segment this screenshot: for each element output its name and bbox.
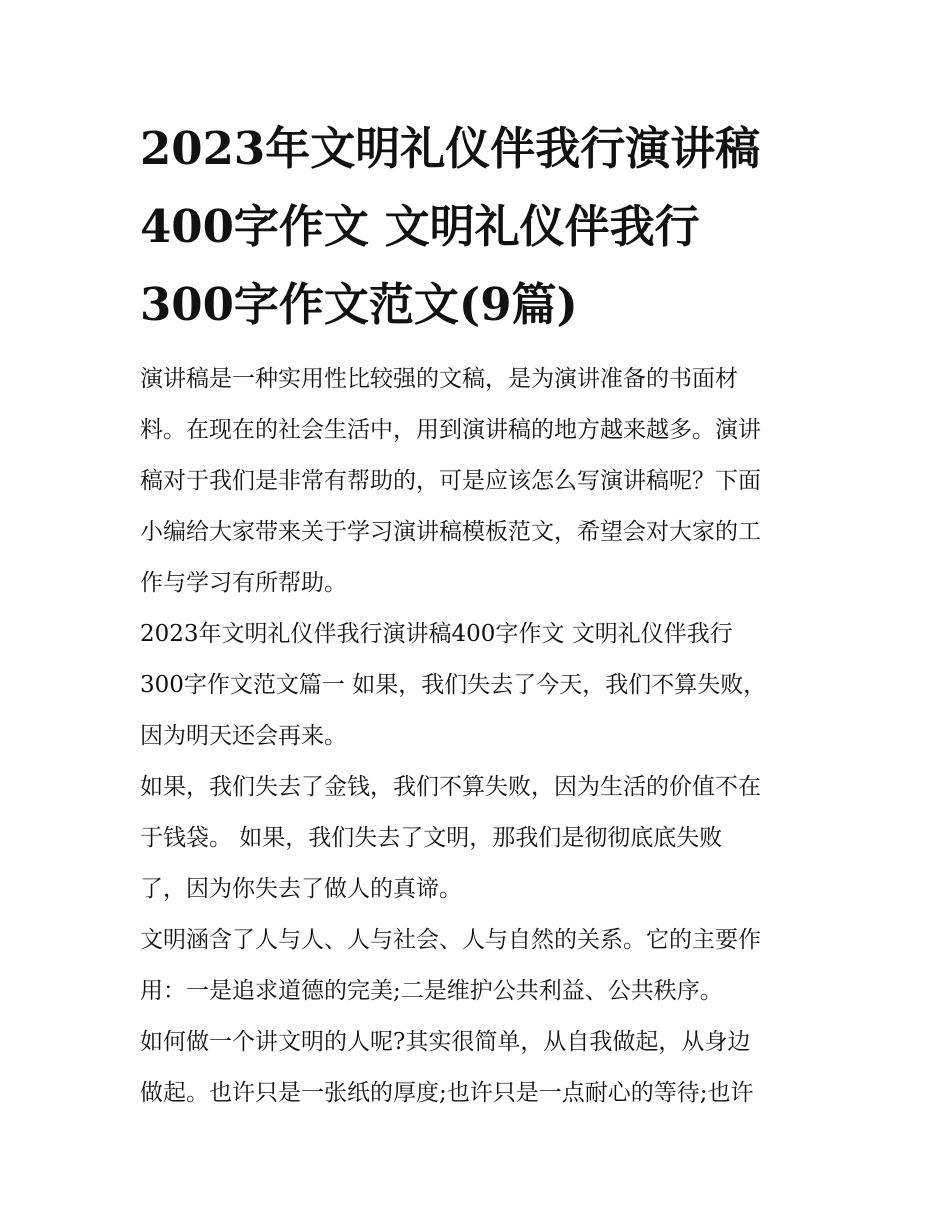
text-line: 稿对于我们是非常有帮助的，可是应该怎么写演讲稿呢？下面: [140, 468, 761, 494]
text-line: 2023年文明礼仪伴我行演讲稿400字作文 文明礼仪伴我行: [140, 621, 733, 647]
title-line: 300字作文范文(9篇): [140, 278, 578, 331]
body-paragraph: [140, 1017, 820, 1119]
text-line: 了，因为你失去了做人的真谛。: [140, 876, 462, 902]
text-line: 作与学习有所帮助。: [140, 570, 347, 596]
text-line: 因为明天还会再来。: [140, 723, 347, 749]
body-paragraph: [140, 762, 820, 915]
text-line: 小编给大家带来关于学习演讲稿模板范文，希望会对大家的工: [140, 519, 761, 545]
text-line: 文明涵含了人与人、人与社会、人与自然的关系。它的主要作: [140, 927, 761, 953]
intro-paragraph: [140, 354, 820, 609]
text-line: 料。在现在的社会生活中，用到演讲稿的地方越来越多。演讲: [140, 417, 761, 443]
title-line: 400字作文 文明礼仪伴我行: [140, 200, 700, 253]
text-line: 演讲稿是一种实用性比较强的文稿，是为演讲准备的书面材: [140, 366, 738, 392]
document-title: [140, 110, 820, 344]
text-line: 于钱袋。 如果，我们失去了文明，那我们是彻彻底底失败: [140, 825, 723, 851]
text-line: 用：一是追求道德的完美;二是维护公共利益、公共秩序。: [140, 978, 723, 1004]
body-paragraph: [140, 915, 820, 1017]
text-line: 300字作文范文篇一 如果，我们失去了今天，我们不算失败，: [140, 672, 767, 698]
text-line: 如果，我们失去了金钱，我们不算失败，因为生活的价值不在: [140, 774, 761, 800]
section-heading-paragraph: [140, 609, 820, 762]
text-line: 如何做一个讲文明的人呢?其实很简单，从自我做起，从身边: [140, 1029, 751, 1055]
title-line: 2023年文明礼仪伴我行演讲稿: [140, 122, 761, 175]
document-content: [140, 110, 820, 1119]
text-line: 做起。也许只是一张纸的厚度;也许只是一点耐心的等待;也许: [140, 1080, 754, 1106]
